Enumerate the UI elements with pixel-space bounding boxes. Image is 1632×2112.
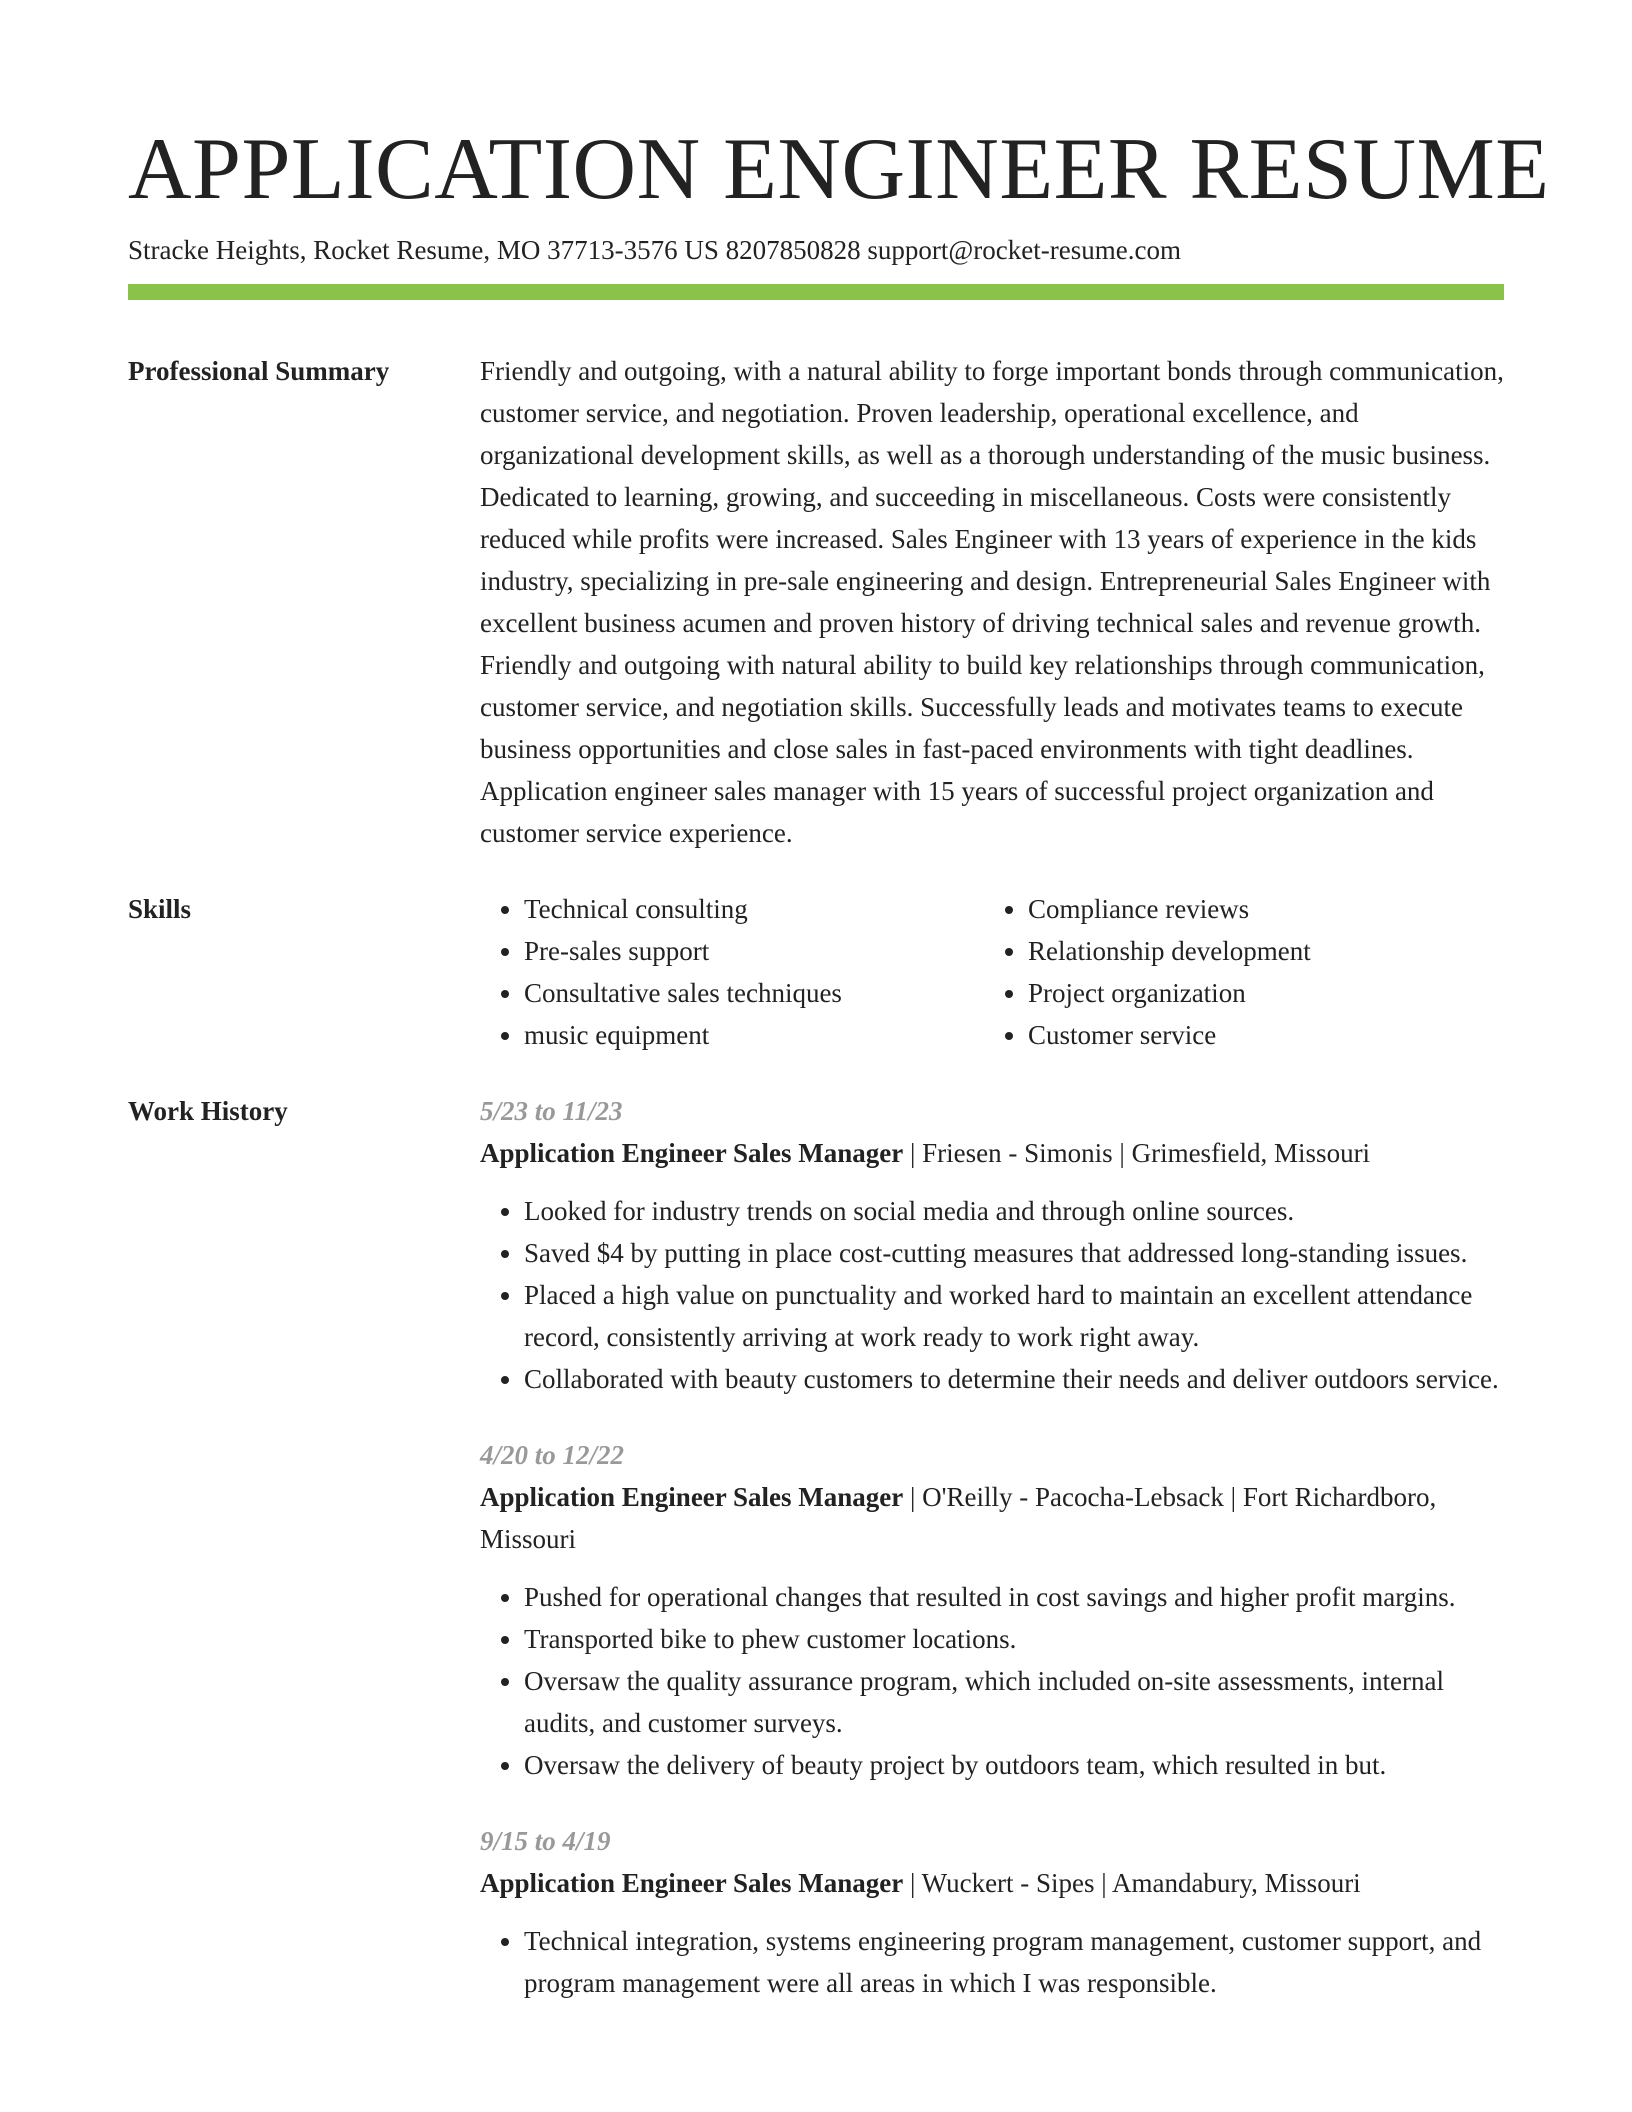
work-history-body [480,1090,1504,2038]
work-history-label: Work History [128,1096,288,1126]
skill-item: • Pre-sales support [524,930,984,972]
skills-section [128,888,1504,1056]
resume-title: APPLICATION ENGINEER RESUME [128,121,1550,218]
resume-page [128,118,1550,2038]
job-bullet: • Oversaw the delivery of beauty project by outdoors team, which resulted in but. [524,1744,1504,1786]
job-heading [480,1862,1504,1904]
summary-label: Professional Summary [128,356,390,386]
job-heading [480,1132,1504,1174]
summary-text: Friendly and outgoing, with a natural ability to forge important bonds through communication, customer service, and negotiation. Proven leadership, operational excellence, and organizational development skills, as well as a thorough understanding of the music business. Dedicated to learning, growing, and succeeding in miscellaneous. Costs were consistently reduced while profits were increased. Sales Engineer with 13 years of experience in the kids industry, specializing in pre-sale engineering and design. Entrepreneurial Sales Engineer with excellent business acumen and proven history of driving technical sales and revenue growth. Friendly and outgoing with natural ability to build key relationships through communication, customer service, and negotiation skills. Successfully leads and motivates teams to execute business opportunities and close sales in fast-paced environments with tight deadlines. Application engineer sales manager with 15 years of successful project organization and customer service experience. [480,356,1504,848]
summary-section [128,350,1504,854]
job-details: | Friesen - Simonis | Grimesfield, Missouri [903,1138,1371,1168]
job-details: | O'Reilly - Pacocha-Lebsack | Fort Richardboro, Missouri [480,1482,1437,1554]
skills-column-left [480,888,984,1056]
job-bullet: • Saved $4 by putting in place cost-cutting measures that addressed long-standing issues. [524,1232,1504,1274]
job-bullets [480,1576,1504,1786]
job-bullets [480,1190,1504,1400]
skills-grid [480,888,1504,1056]
job-bullet: • Technical integration, systems engineering program management, customer support, and program management were all areas in which I was responsible. [524,1920,1504,2004]
skill-item: • music equipment [524,1014,984,1056]
job-title: Application Engineer Sales Manager [480,1138,904,1168]
job-title: Application Engineer Sales Manager [480,1868,904,1898]
skill-item: • Compliance reviews [1028,888,1488,930]
skill-item: • Consultative sales techniques [524,972,984,1014]
job-entry [480,1434,1504,1786]
job-bullet: • Looked for industry trends on social media and through online sources. [524,1190,1504,1232]
skill-item: • Technical consulting [524,888,984,930]
skills-label: Skills [128,894,192,924]
job-heading [480,1476,1504,1560]
accent-divider [128,284,1504,300]
skill-item: • Project organization [1028,972,1488,1014]
job-bullet: • Pushed for operational changes that resulted in cost savings and higher profit margins. [524,1576,1504,1618]
job-bullet: • Oversaw the quality assurance program, which included on-site assessments, internal audits, and customer surveys. [524,1660,1504,1744]
skill-item: • Relationship development [1028,930,1488,972]
summary-body [480,350,1504,854]
work-history-section [128,1090,1504,2038]
skill-item: • Customer service [1028,1014,1488,1056]
job-dates: 4/20 to 12/22 [480,1440,625,1470]
job-details: | Wuckert - Sipes | Amandabury, Missouri [903,1868,1361,1898]
skills-body [480,888,1504,1056]
job-title: Application Engineer Sales Manager [480,1482,904,1512]
job-entry [480,1090,1504,1400]
job-bullet: • Placed a high value on punctuality and worked hard to maintain an excellent attendance record, consistently arriving at work ready to work right away. [524,1274,1504,1358]
job-bullet: • Collaborated with beauty customers to determine their needs and deliver outdoors service. [524,1358,1504,1400]
job-bullet: • Transported bike to phew customer locations. [524,1618,1504,1660]
job-bullets [480,1920,1504,2004]
job-dates: 9/15 to 4/19 [480,1826,611,1856]
job-dates: 5/23 to 11/23 [480,1096,623,1126]
skills-column-right [984,888,1488,1056]
contact-line: Stracke Heights, Rocket Resume, MO 37713-3576 US 8207850828 support@rocket-resume.com [128,235,1181,265]
job-entry [480,1820,1504,2004]
